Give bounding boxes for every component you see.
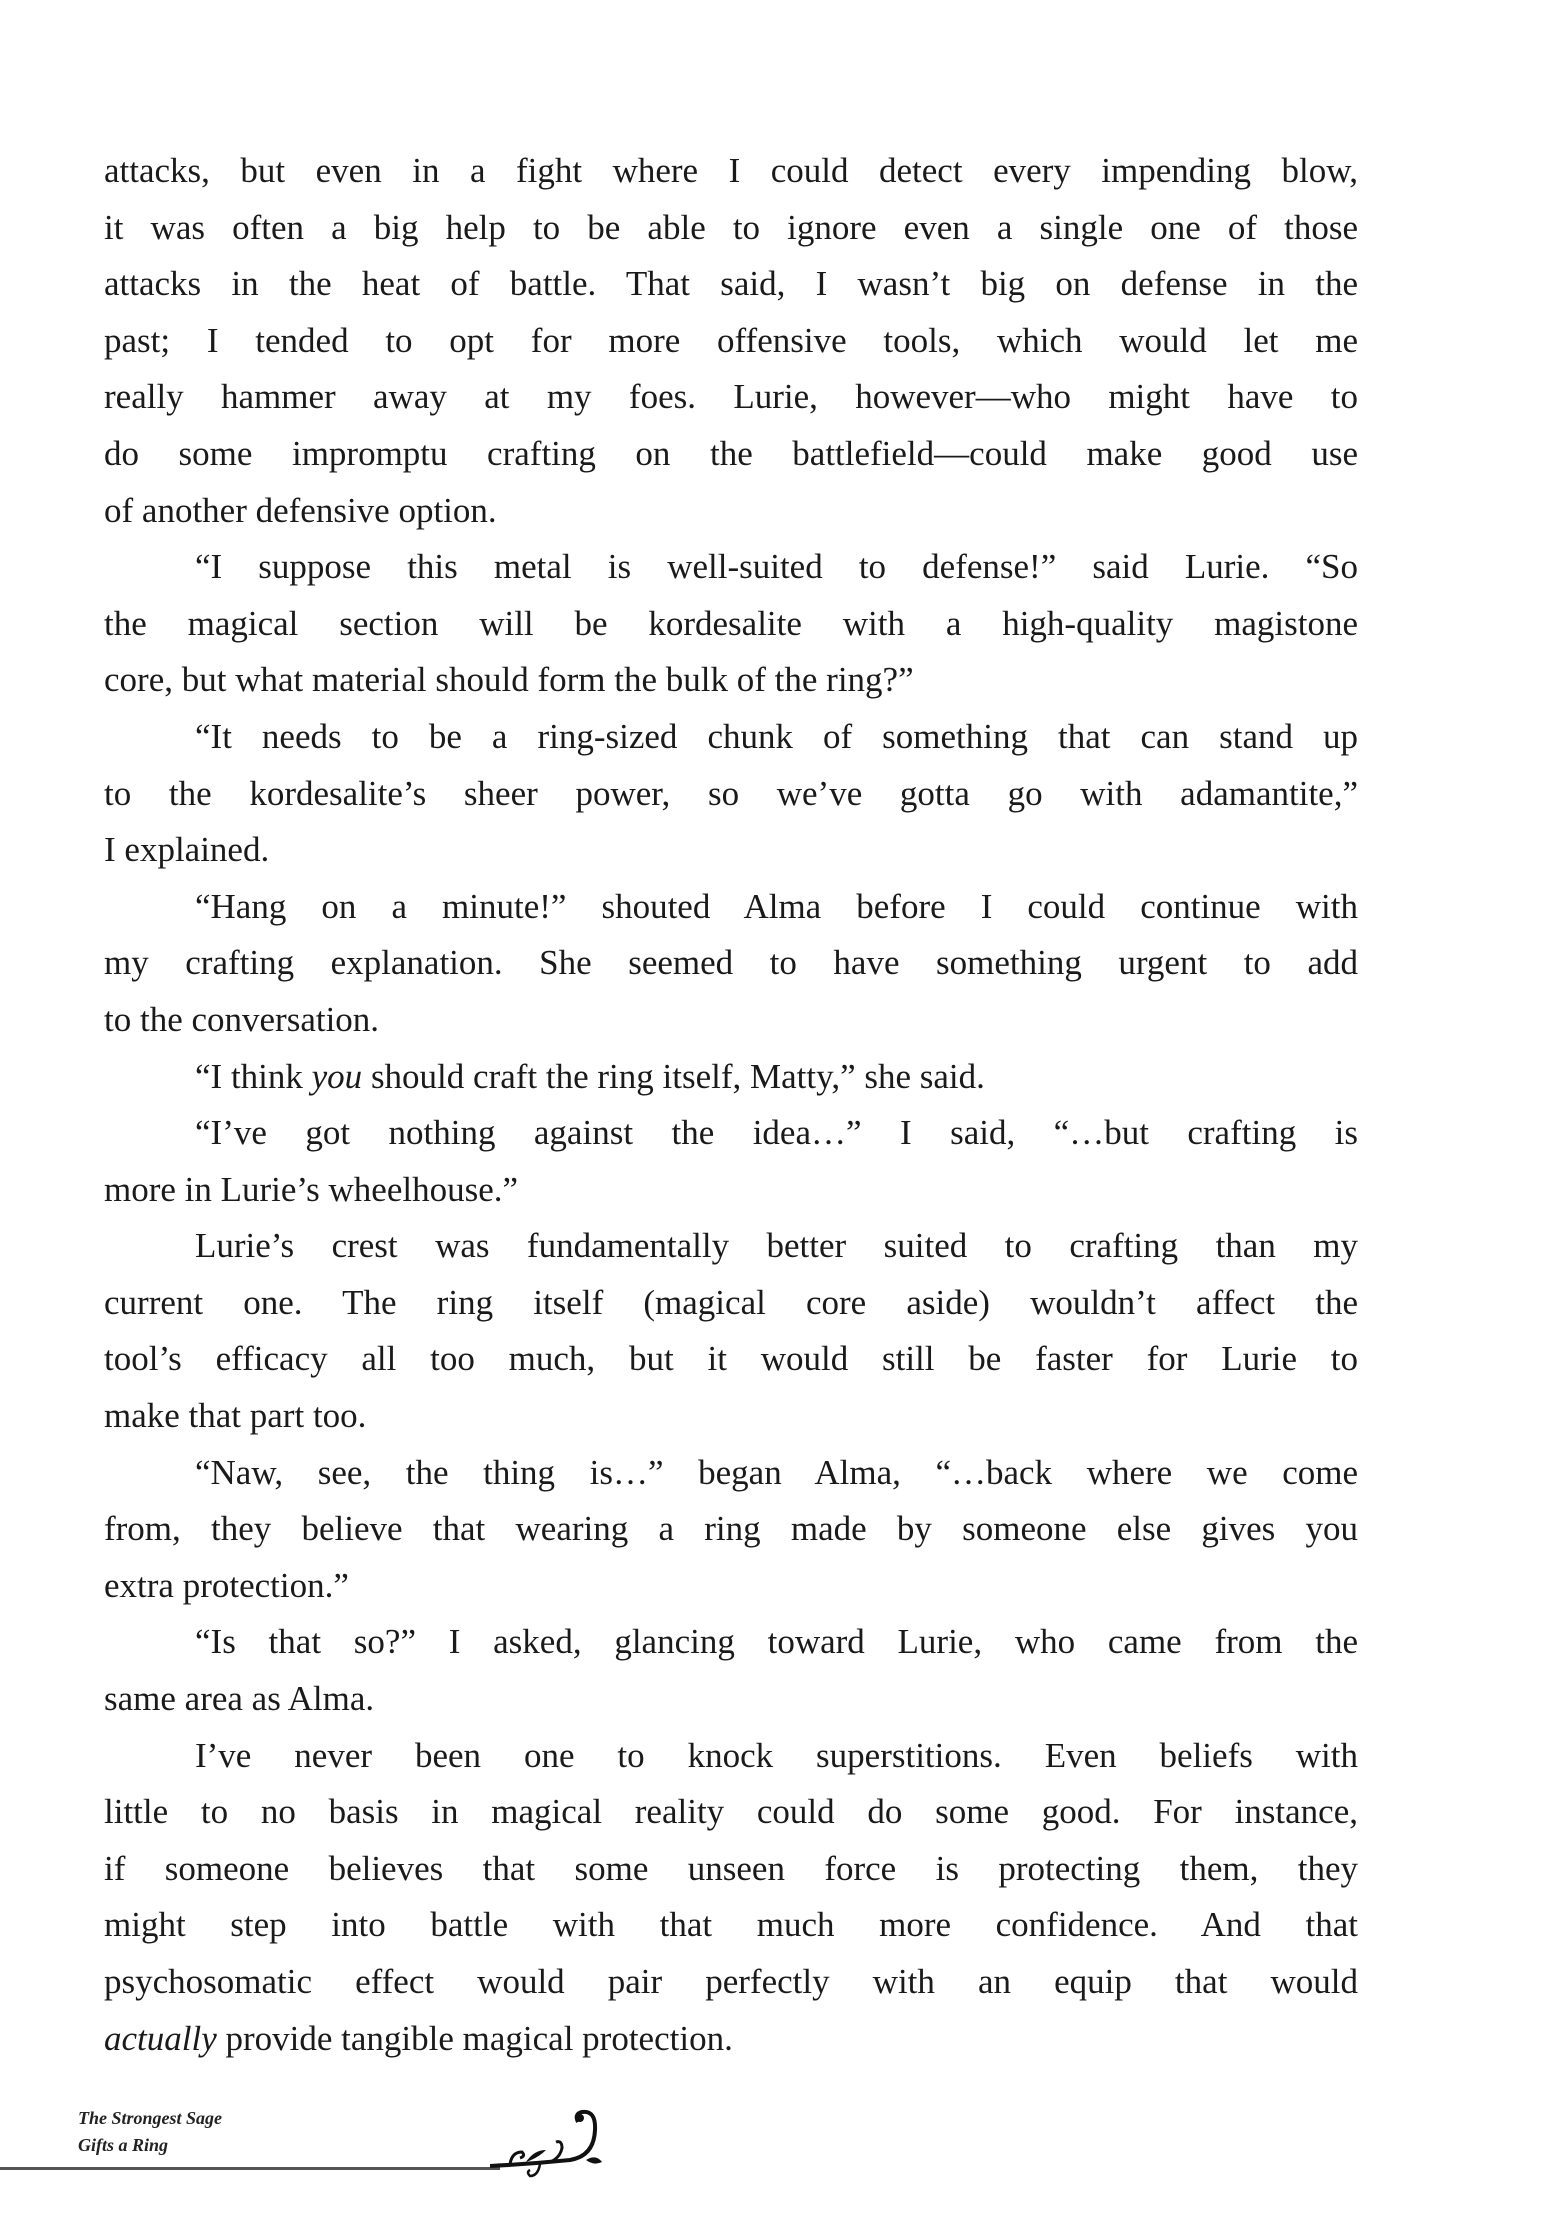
text-segment: past; I tended to opt for more offensive tools, which would let me — [104, 320, 1358, 360]
text-line — [104, 1275, 1358, 1332]
footer-rule — [0, 2167, 500, 2170]
text-segment: “Hang on a minute!” shouted Alma before I could continue with — [195, 886, 1358, 926]
text-segment: same area as Alma. — [104, 1679, 375, 1719]
text-line — [104, 369, 1358, 426]
text-line — [104, 709, 1358, 766]
text-line — [104, 1105, 1358, 1162]
text-segment: might step into battle with that much more confidence. And that — [104, 1905, 1358, 1945]
text-line — [104, 143, 1358, 200]
text-line — [104, 596, 1358, 653]
text-line — [104, 1728, 1358, 1785]
paragraph — [104, 1218, 1358, 1444]
paragraph — [104, 143, 1358, 539]
text-line — [104, 652, 1358, 709]
text-line — [104, 426, 1358, 483]
paragraph — [104, 1049, 1358, 1106]
text-segment: I’ve never been one to knock superstitions. Even beliefs with — [195, 1735, 1358, 1775]
text-segment: to the kordesalite’s sheer power, so we’ve gotta go with adamantite,” — [104, 773, 1358, 813]
text-segment: attacks, but even in a fight where I could detect every impending blow, — [104, 151, 1358, 190]
text-segment: tool’s efficacy all too much, but it would still be faster for Lurie to — [104, 1339, 1358, 1379]
text-segment: from, they believe that wearing a ring made by someone else gives you — [104, 1509, 1358, 1549]
text-segment: extra protection.” — [104, 1565, 349, 1605]
text-line — [104, 539, 1358, 596]
text-line — [104, 200, 1358, 257]
paragraph — [104, 1728, 1358, 2068]
text-segment: “Is that so?” I asked, glancing toward Lurie, who came from the — [195, 1622, 1358, 1662]
text-segment: current one. The ring itself (magical core aside) wouldn’t affect the — [104, 1282, 1358, 1322]
text-line — [104, 483, 1358, 540]
text-line — [104, 256, 1358, 313]
text-segment: “I’ve got nothing against the idea…” I said, “…but crafting is — [195, 1113, 1358, 1153]
text-line — [104, 2011, 1358, 2068]
paragraph — [104, 879, 1358, 1049]
body-text — [104, 143, 1358, 2067]
text-line — [104, 1897, 1358, 1954]
text-segment: I explained. — [104, 830, 270, 870]
text-line — [104, 1218, 1358, 1275]
text-segment: Lurie’s crest was fundamentally better suited to crafting than my — [195, 1226, 1358, 1266]
text-segment: little to no basis in magical reality could do some good. For instance, — [104, 1792, 1358, 1832]
text-segment: the magical section will be kordesalite with a high-quality magistone — [104, 603, 1358, 643]
text-segment: “I suppose this metal is well-suited to defense!” said Lurie. “So — [195, 547, 1358, 587]
text-segment: if someone believes that some unseen force is protecting them, they — [104, 1848, 1358, 1888]
text-line — [104, 1614, 1358, 1671]
text-line — [104, 1445, 1358, 1502]
text-line — [104, 1841, 1358, 1898]
paragraph — [104, 1105, 1358, 1218]
text-segment: of another defensive option. — [104, 490, 497, 530]
text-segment: make that part too. — [104, 1396, 367, 1436]
text-line — [104, 822, 1358, 879]
italic-text: actually — [104, 2018, 217, 2058]
text-line — [104, 1558, 1358, 1615]
text-segment: psychosomatic effect would pair perfectly with an equip that would — [104, 1962, 1358, 2001]
text-segment: should craft the ring itself, Matty,” she said. — [362, 1056, 985, 1096]
text-line — [104, 1501, 1358, 1558]
footer-title-line-2: Gifts a Ring — [78, 2135, 169, 2155]
flourish-ornament-icon — [490, 2100, 610, 2190]
paragraph — [104, 1614, 1358, 1727]
text-segment: it was often a big help to be able to ignore even a single one of those — [104, 207, 1358, 247]
paragraph — [104, 1445, 1358, 1615]
text-line — [104, 313, 1358, 370]
text-segment: to the conversation. — [104, 999, 380, 1039]
text-segment: attacks in the heat of battle. That said, I wasn’t big on defense in the — [104, 264, 1358, 304]
text-segment: more in Lurie’s wheelhouse.” — [104, 1169, 519, 1209]
text-line — [104, 1954, 1358, 2011]
italic-text: you — [311, 1056, 363, 1096]
text-segment: really hammer away at my foes. Lurie, however—who might have to — [104, 377, 1358, 417]
footer-title-line-1: The Strongest Sage — [78, 2108, 223, 2128]
text-line — [104, 1162, 1358, 1219]
text-line — [104, 1331, 1358, 1388]
text-segment: provide tangible magical protection. — [216, 2018, 733, 2058]
text-segment: do some impromptu crafting on the battlefield—could make good use — [104, 433, 1358, 473]
text-line — [104, 1671, 1358, 1728]
paragraph — [104, 709, 1358, 879]
paragraph — [104, 539, 1358, 709]
text-line — [104, 1049, 1358, 1106]
text-line — [104, 1388, 1358, 1445]
text-segment: “It needs to be a ring-sized chunk of something that can stand up — [195, 716, 1358, 756]
text-segment: core, but what material should form the bulk of the ring?” — [104, 660, 914, 700]
running-footer-title — [78, 2105, 222, 2159]
text-line — [104, 879, 1358, 936]
text-line — [104, 992, 1358, 1049]
text-line — [104, 766, 1358, 823]
text-segment: my crafting explanation. She seemed to have something urgent to add — [104, 943, 1358, 983]
text-segment: “Naw, see, the thing is…” began Alma, “…back where we come — [195, 1452, 1358, 1492]
text-line — [104, 935, 1358, 992]
text-segment: “I think — [195, 1056, 312, 1096]
text-line — [104, 1784, 1358, 1841]
